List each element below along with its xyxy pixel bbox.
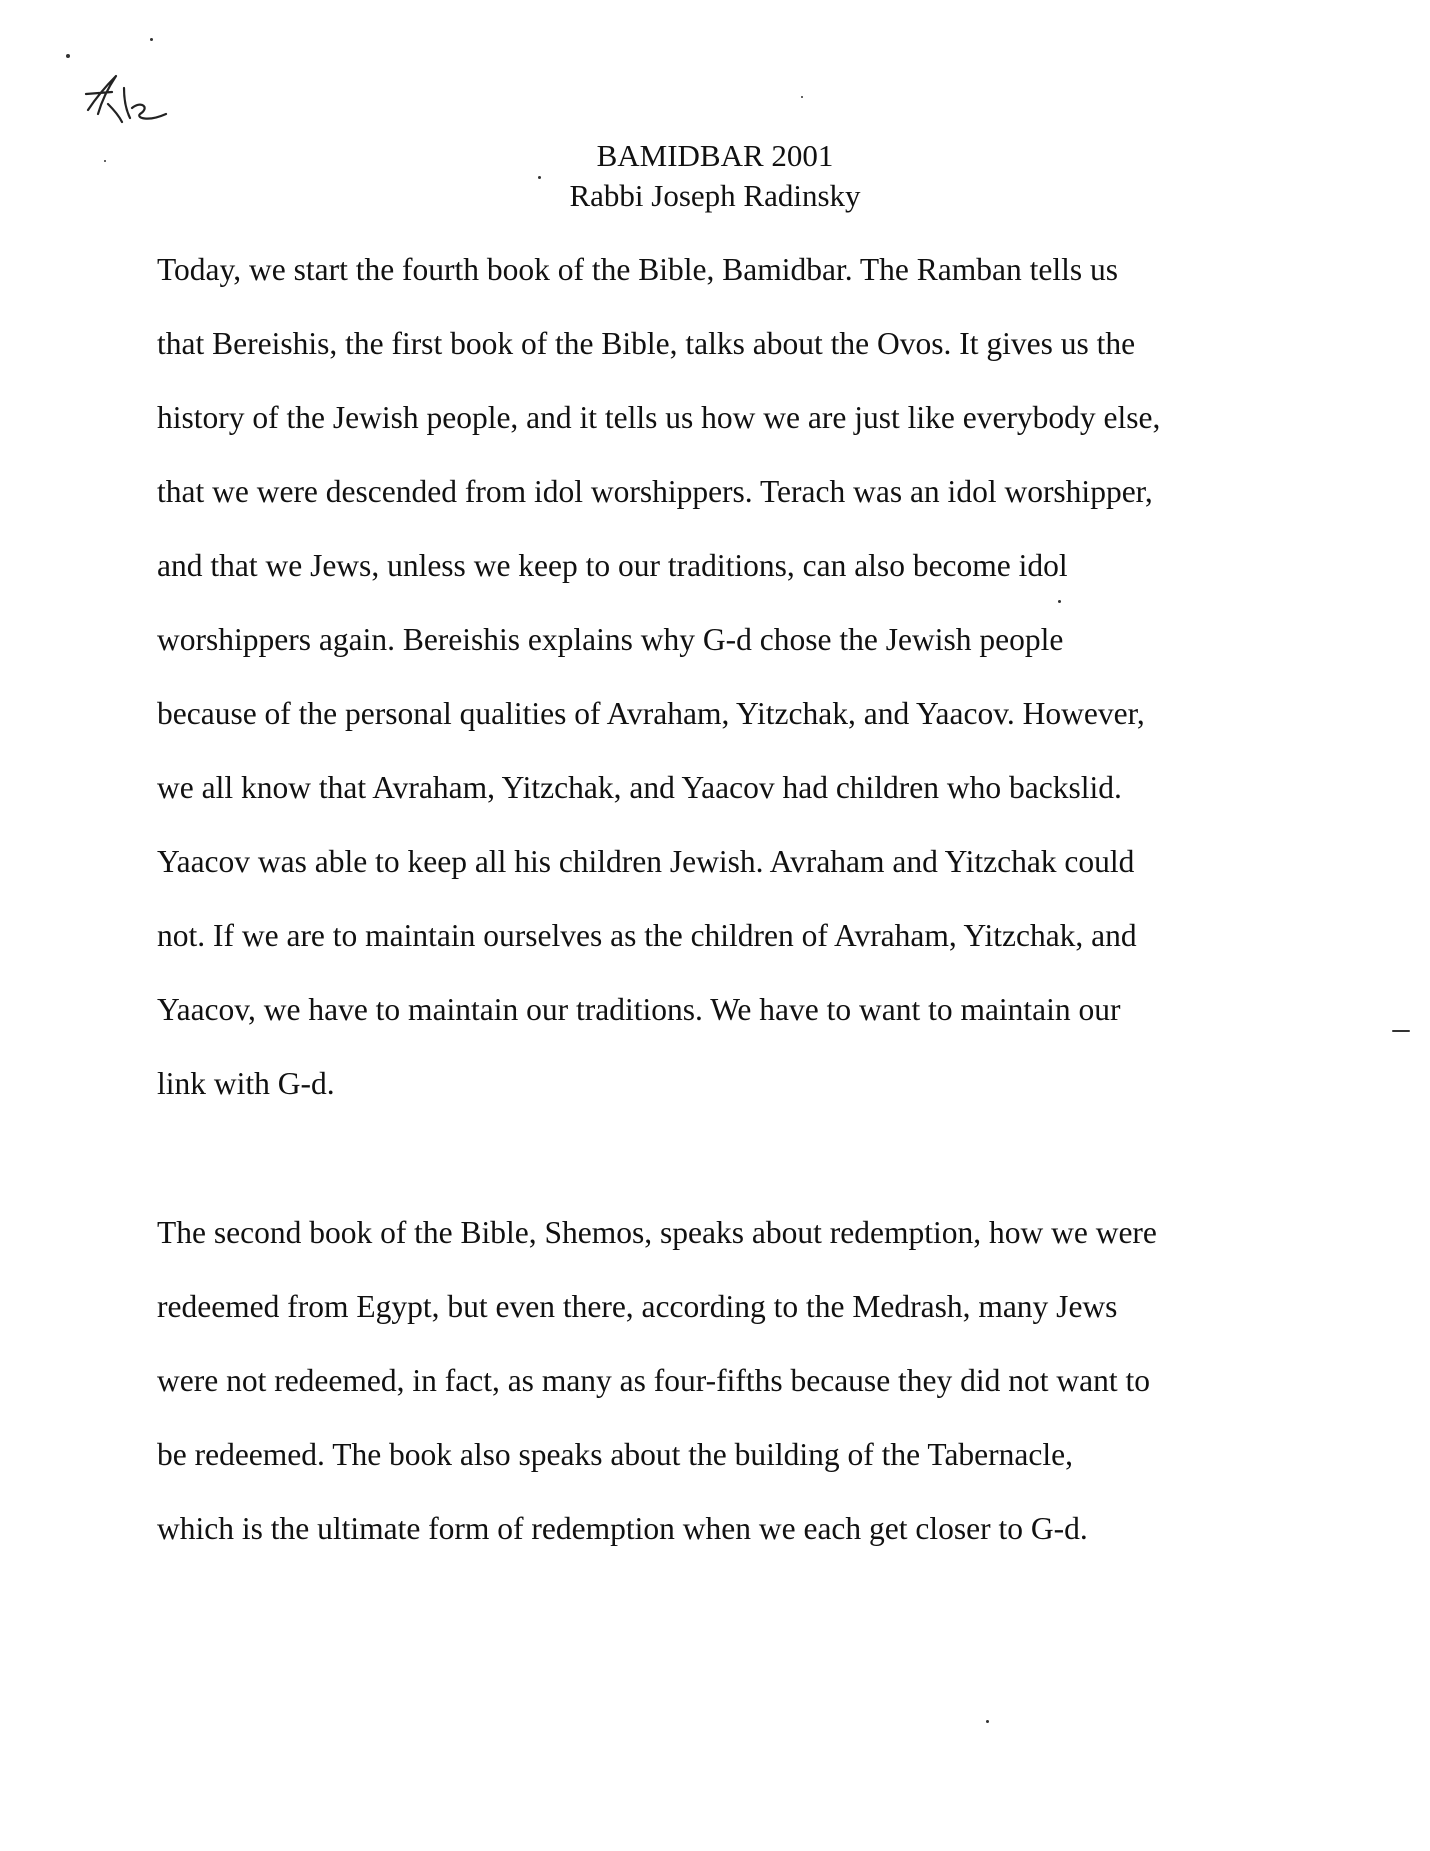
text-line: be redeemed. The book also speaks about the building of the Tabernacle, (157, 1437, 1073, 1472)
document-author: Rabbi Joseph Radinsky (569, 178, 861, 213)
text-line: that we were descended from idol worshippers. Terach was an idol worshipper, (157, 474, 1153, 509)
text-line: history of the Jewish people, and it tells us how we are just like everybody else, (157, 400, 1161, 435)
text-line: worshippers again. Bereishis explains why G-d chose the Jewish people (157, 622, 1064, 657)
text-line: because of the personal qualities of Avraham, Yitzchak, and Yaacov. However, (157, 696, 1145, 731)
text-line: not. If we are to maintain ourselves as the children of Avraham, Yitzchak, and (157, 918, 1137, 953)
text-line: and that we Jews, unless we keep to our traditions, can also become idol (157, 548, 1068, 583)
scan-speck (986, 1720, 989, 1723)
document-title: BAMIDBAR 2001 (596, 138, 834, 173)
text-line: Yaacov, we have to maintain our traditions. We have to want to maintain our (157, 992, 1121, 1027)
text-line: we all know that Avraham, Yitzchak, and Yaacov had children who backslid. (157, 770, 1122, 805)
text-line: were not redeemed, in fact, as many as four-fifths because they did not want to (157, 1363, 1151, 1398)
text-line: link with G-d. (157, 1066, 335, 1101)
text-line: which is the ultimate form of redemption when we each get closer to G-d. (157, 1511, 1088, 1546)
text-line: The second book of the Bible, Shemos, speaks about redemption, how we were (157, 1215, 1157, 1250)
text-line: Yaacov was able to keep all his children Jewish. Avraham and Yitzchak could (157, 844, 1135, 879)
scan-speck (150, 38, 153, 41)
scan-speck (801, 96, 803, 98)
text-line: that Bereishis, the first book of the Bible, talks about the Ovos. It gives us the (157, 326, 1136, 361)
scan-speck (1058, 600, 1061, 603)
scan-speck (66, 54, 70, 58)
text-line: redeemed from Egypt, but even there, according to the Medrash, many Jews (157, 1289, 1118, 1324)
text-line: Today, we start the fourth book of the Bible, Bamidbar. The Ramban tells us (157, 252, 1118, 287)
scan-speck (1392, 1030, 1410, 1032)
